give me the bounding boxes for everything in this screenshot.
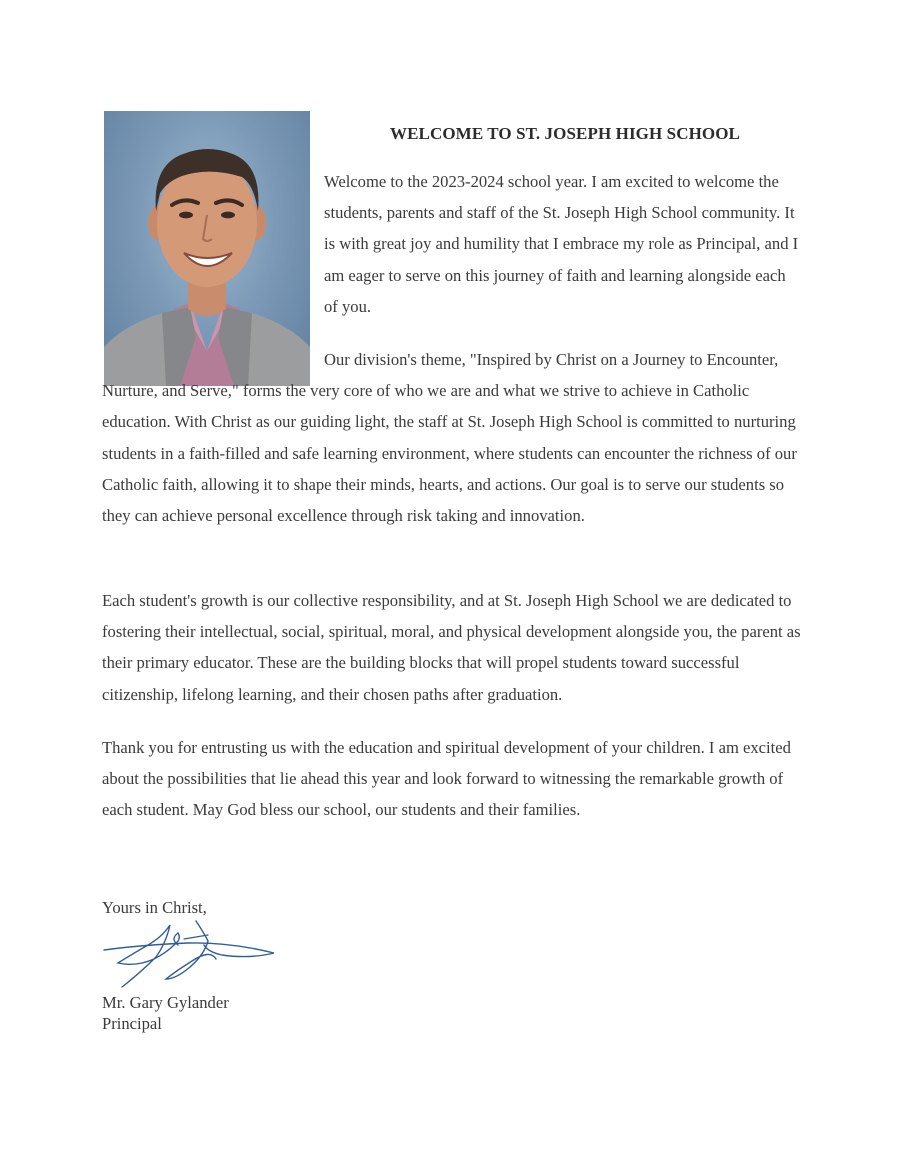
paragraph-welcome: Welcome to the 2023-2024 school year. I am excited to welcome the students, parents and staff of the St. Joseph High School community. It is with great joy and humility that I embrace my role as Principal, and I am eager to serve on this journey of faith and learning alongside each of you. bbox=[324, 172, 799, 316]
closing-salutation: Yours in Christ, bbox=[102, 898, 207, 917]
paragraph-thanks: Thank you for entrusting us with the education and spiritual development of your children. I am excited about the possibilities that lie ahead this year and look forward to witnessing the remarkable growth of each student. May God bless our school, our students and their families. bbox=[102, 738, 791, 820]
signer-name: Mr. Gary Gylander bbox=[102, 993, 229, 1012]
letter-title: WELCOME TO ST. JOSEPH HIGH SCHOOL bbox=[390, 124, 740, 143]
paragraph-growth: Each student's growth is our collective responsibility, and at St. Joseph High School we are dedicated to fostering their intellectual, social, spiritual, moral, and physical development alongside you, the parent as their primary educator. These are the building blocks that will propel students toward successful citizenship, lifelong learning, and their chosen paths after graduation. bbox=[102, 591, 801, 704]
signature-image bbox=[100, 915, 282, 989]
paragraph-theme: Our division's theme, "Inspired by Christ on a Journey to Encounter, Nurture, and Serve," forms the very core of who we are and what we strive to achieve in Catholic education. With Christ as our guiding light, the staff at St. Joseph High School is committed to nurturing students in a faith-filled and safe learning environment, where students can encounter the richness of our Catholic faith, allowing it to shape their minds, hearts, and actions. Our goal is to serve our students so they can achieve personal excellence through risk taking and innovation. bbox=[102, 350, 797, 526]
signer-title: Principal bbox=[102, 1014, 162, 1033]
